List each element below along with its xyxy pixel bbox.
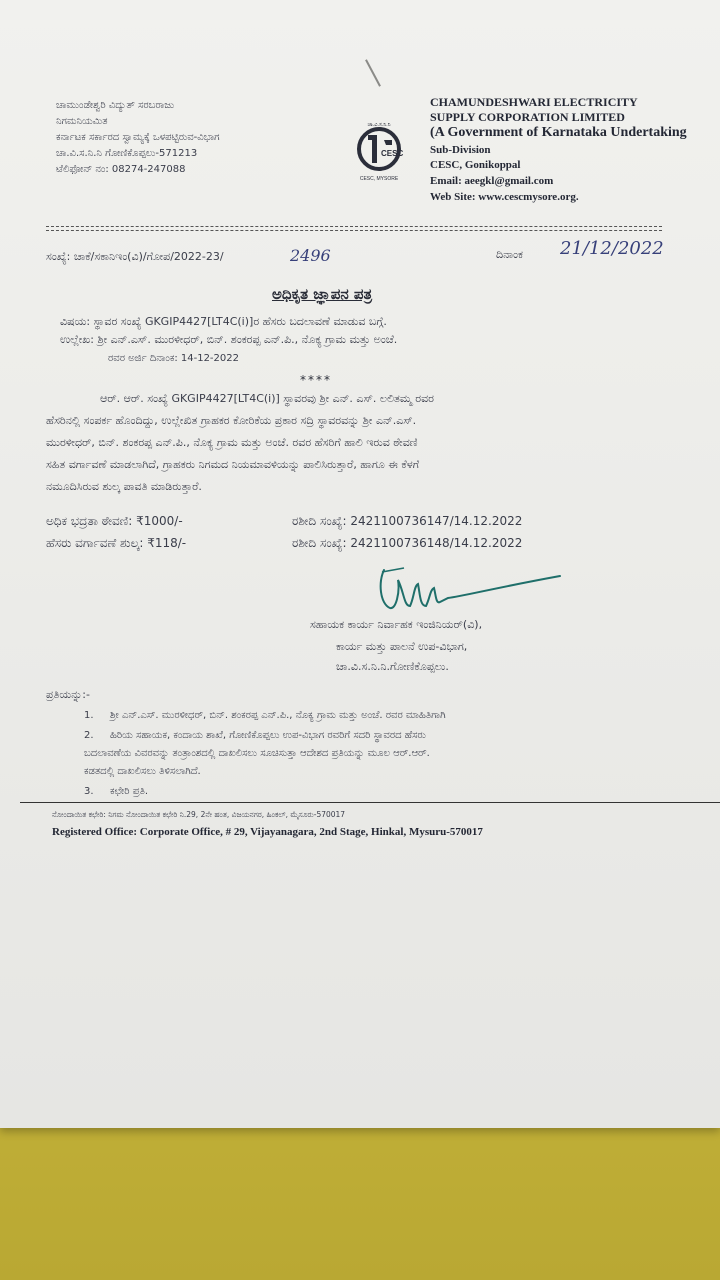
signatory-office: ಚಾ.ವಿ.ಸ.ನಿ.ನಿ.ಗೋಣಿಕೊಪ್ಪಲು. xyxy=(336,660,449,673)
cesc-logo xyxy=(346,118,412,184)
body-line: ಹೆಸರಿನಲ್ಲಿ ಸಂಪರ್ಕ ಹೊಂದಿದ್ದು, ಉಲ್ಲೇಖಿತ ಗ್ರಾಹಕರ ಕೋರಿಕೆಯ ಪ್ರಕಾರ ಸದ್ರಿ ಸ್ಥಾವರವನ್ನು ಶ್ರೀ ಎನ್.ಎಸ್. xyxy=(46,414,417,427)
kn-telephone: ಟೆಲಿಫೋನ್ ನಂ: 08274-247088 xyxy=(56,164,186,175)
kn-org-type: ನಿಗಮನಿಯಮಿತ xyxy=(56,116,108,127)
body-line: ನಮೂದಿಸಿರುವ ಶುಲ್ಕ ಪಾವತಿ ಮಾಡಿರುತ್ತಾರೆ. xyxy=(46,480,202,493)
copy-item-number: 2. xyxy=(84,730,94,741)
fee-label: ಹೆಸರು ವರ್ಗಾವಣೆ ಶುಲ್ಕ: ₹118/- xyxy=(46,536,187,550)
date-label: ದಿನಾಂಕ xyxy=(496,248,523,261)
copy-item-text: ಕಡತದಲ್ಲಿ ದಾಖಲಿಸಲು ತಿಳಿಸಲಾಗಿದೆ. xyxy=(84,766,201,777)
en-org-line2: SUPPLY CORPORATION LIMITED xyxy=(430,110,625,124)
reference-line: ಉಲ್ಲೇಖ: ಶ್ರೀ ಎನ್.ಎಸ್. ಮುರಳೀಧರ್, ಬಿನ್. ಶಂಕರಪ್ಪ ಎನ್.ಪಿ., ನೊಕ್ಯ ಗ್ರಾಮ ಮತ್ತು ಅಂಚೆ. xyxy=(60,333,398,346)
signatory-division: ಕಾರ್ಯ ಮತ್ತು ಪಾಲನೆ ಉಪ-ವಿಭಾಗ, xyxy=(336,640,468,653)
footer-rule xyxy=(20,802,720,803)
header-rule-2 xyxy=(46,230,662,231)
reference-number-value: 2496 xyxy=(290,246,331,265)
header-rule-1 xyxy=(46,226,662,227)
fee-receipt: ರಶೀದಿ ಸಂಖ್ಯೆ: 2421100736148/14.12.2022 xyxy=(292,536,523,550)
copies-heading: ಪ್ರತಿಯನ್ನು:- xyxy=(46,688,90,701)
logo-bottom-text: CESC, MYSORE xyxy=(359,176,399,182)
application-date: ರವರ ಅರ್ಜಿ ದಿನಾಂಕ: 14-12-2022 xyxy=(108,353,239,364)
body-line: ಸಹಿತ ವರ್ಗಾವಣೆ ಮಾಡಲಾಗಿದೆ, ಗ್ರಾಹಕರು ನಿಗಮದ ನಿಯಮಾವಳಿಯನ್ನು ಪಾಲಿಸಿರುತ್ತಾರೆ, ಹಾಗೂ ಈ ಕೆಳಗೆ xyxy=(46,458,420,471)
document-title: ಅಧಿಕೃತ ಜ್ಞಾಪನ ಪತ್ರ xyxy=(272,285,373,303)
en-website: Web Site: www.cescmysore.org. xyxy=(430,191,579,203)
en-org-line1: CHAMUNDESHWARI ELECTRICITY xyxy=(430,95,638,109)
signatory-designation: ಸಹಾಯಕ ಕಾರ್ಯ ನಿರ್ವಾಹಕ ಇಂಜಿನಿಯರ್(ವಿ), xyxy=(310,618,483,631)
copy-item-number: 3. xyxy=(84,786,94,797)
copy-item-text: ಕಛೇರಿ ಪ್ರತಿ. xyxy=(110,786,149,797)
copy-item-text: ಹಿರಿಯ ಸಹಾಯಕ, ಕಂದಾಯ ಶಾಖೆ, ಗೋಣಿಕೊಪ್ಪಲು ಉಪ-ವಿಭಾಗ ರವರಿಗೆ ಸದರಿ ಸ್ಥಾವರದ ಹೆಸರು xyxy=(110,730,426,741)
en-office: CESC, Gonikoppal xyxy=(430,159,521,171)
kn-org-name: ಚಾಮುಂಡೇಶ್ವರಿ ವಿದ್ಯುತ್ ಸರಬರಾಜು xyxy=(56,100,175,111)
logo-center-text: CESC xyxy=(381,149,404,158)
copy-item-text: ಬದಲಾವಣೆಯ ವಿವರವನ್ನು ತಂತ್ರಾಂಶದಲ್ಲಿ ದಾಖಲಿಸಲು ಸೂಚಿಸುತ್ತಾ ಆದೇಶದ ಪ್ರತಿಯನ್ನು ಮೂಲ ಆರ್.ಆರ್. xyxy=(84,748,430,759)
en-org-line3: (A Government of Karnataka Undertaking xyxy=(430,125,687,140)
kn-address: ಚಾ.ವಿ.ಸ.ನಿ.ನಿ ಗೋಣಿಕೊಪ್ಪಲು-571213 xyxy=(56,148,198,159)
copy-item-text: ಶ್ರೀ ಎನ್.ಎಸ್. ಮುರಳೀಧರ್, ಬಿನ್. ಶಂಕರಪ್ಪ ಎನ್.ಪಿ., ನೊಕ್ಯ ಗ್ರಾಮ ಮತ್ತು ಅಂಚೆ. ರವರ ಮಾಹಿತಿಗಾಗಿ xyxy=(110,710,446,721)
date-value: 21/12/2022 xyxy=(560,238,664,259)
en-subdivision: Sub-Division xyxy=(430,144,491,156)
fee-receipt: ರಶೀದಿ ಸಂಖ್ಯೆ: 2421100736147/14.12.2022 xyxy=(292,514,523,528)
footer-kannada: ನೋಂದಾಯಿತ ಕಛೇರಿ: ನಿಗಮ ನೋಂದಾಯಿತ ಕಛೇರಿ ನಿ.29, 2ನೇ ಹಂತ, ವಿಜಯನಗರ, ಹಿಂಕಲ್, ಮೈಸೂರು-570017 xyxy=(52,810,346,819)
body-line: ಆರ್. ಆರ್. ಸಂಖ್ಯೆ GKGIP4427[LT4C(i)] ಸ್ಥಾವರವು ಶ್ರೀ ಎನ್. ಎಸ್. ಲಲಿತಮ್ಮ ರವರ xyxy=(100,392,434,405)
reference-number-label: ಸಂಖ್ಯೆ: ಚಾಕೆ/ಸಕಾನಿಇಂ(ವಿ)/ಗೋಪ/2022-23/ xyxy=(46,250,224,263)
separator-stars: **** xyxy=(300,373,332,387)
logo-top-text: ಚಾ.ವಿ.ಸ.ನಿ.ನಿ xyxy=(367,122,391,128)
body-line: ಮುರಳೀಧರ್, ಬಿನ್. ಶಂಕರಪ್ಪ ಎನ್.ಪಿ., ನೊಕ್ಯ ಗ್ರಾಮ ಮತ್ತು ಅಂಚೆ. ರವರ ಹೆಸರಿಗೆ ಹಾಲಿ ಇರುವ ಠೇವಣಿ xyxy=(46,436,418,449)
signature-image xyxy=(374,562,564,620)
subject-line: ವಿಷಯ: ಸ್ಥಾವರ ಸಂಖ್ಯೆ GKGIP4427[LT4C(i)]ರ ಹೆಸರು ಬದಲಾವಣೆ ಮಾಡುವ ಬಗ್ಗೆ. xyxy=(60,315,387,328)
paper-crease xyxy=(365,59,381,86)
copy-item-number: 1. xyxy=(84,710,94,721)
en-email: Email: aeegkl@gmail.com xyxy=(430,175,554,187)
kn-undertaking: ಕರ್ನಾಟಕ ಸರ್ಕಾರದ ಸ್ವಾಮ್ಯಕ್ಕೆ ಒಳಪಟ್ಟಿರುವ-ವಿಭಾಗ xyxy=(56,132,220,143)
footer-english: Registered Office: Corporate Office, # 29, Vijayanagara, 2nd Stage, Hinkal, Mysuru-570017 xyxy=(52,826,483,838)
fee-label: ಅಧಿಕ ಭದ್ರತಾ ಠೇವಣಿ: ₹1000/- xyxy=(46,514,183,528)
